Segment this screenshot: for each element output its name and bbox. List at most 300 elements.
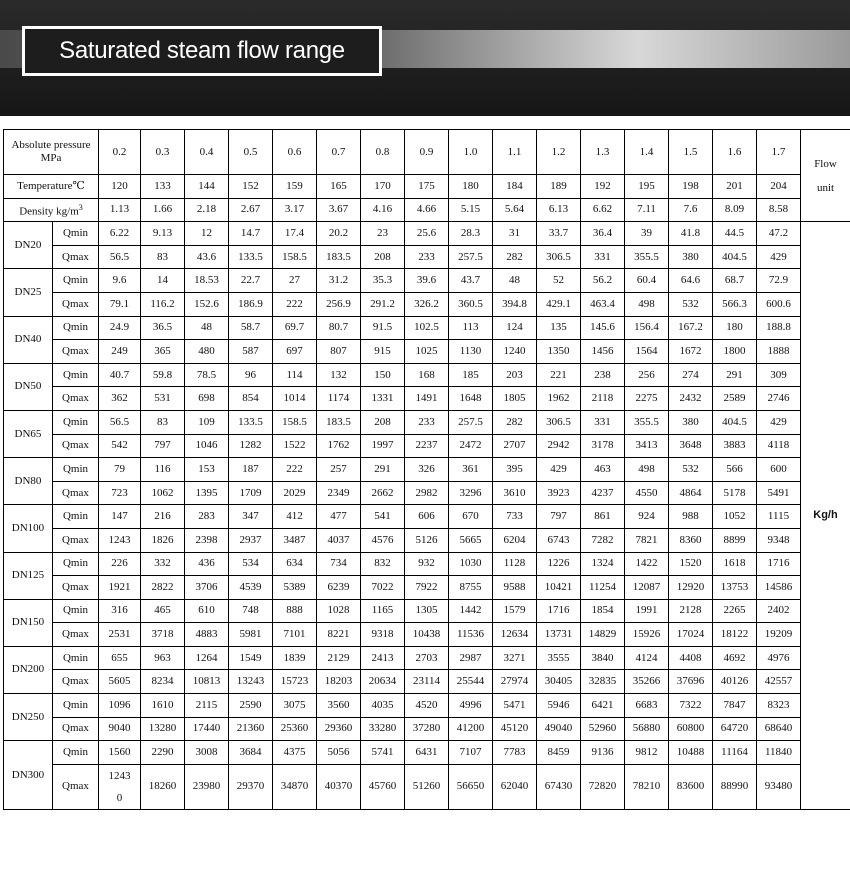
table-row: [4, 528, 850, 552]
qmin-value: 31: [493, 222, 537, 246]
qmin-value: 2129: [317, 646, 361, 670]
qmin-value: 3271: [493, 646, 537, 670]
pressure-header: [4, 130, 99, 175]
qmax-value: 2937: [229, 528, 273, 552]
qmax-value: 186.9: [229, 292, 273, 316]
qmax-value: 807: [317, 340, 361, 364]
table-row: [4, 434, 850, 458]
qmin-label: Qmin: [53, 694, 99, 718]
qmax-value: 40370: [317, 764, 361, 809]
qmax-value: 67430: [537, 764, 581, 809]
qmin-value: 11164: [713, 741, 757, 765]
qmin-value: 1264: [185, 646, 229, 670]
qmin-value: 5741: [361, 741, 405, 765]
qmin-value: 133.5: [229, 410, 273, 434]
pressure-value-0: 0.2: [99, 130, 141, 175]
table-row: [4, 292, 850, 316]
qmax-value: 7282: [581, 528, 625, 552]
qmax-value: 52960: [581, 717, 625, 741]
qmax-value: 2531: [99, 623, 141, 647]
qmax-value: 531: [141, 387, 185, 411]
qmax-value: 256.9: [317, 292, 361, 316]
qmax-value: 3648: [669, 434, 713, 458]
temperature-value-10: 189: [537, 175, 581, 199]
qmin-value: 256: [625, 363, 669, 387]
qmax-value: 183.5: [317, 245, 361, 269]
qmax-label: Qmax: [53, 670, 99, 694]
qmax-value: 8234: [141, 670, 185, 694]
qmin-value: 4375: [273, 741, 317, 765]
qmin-value: 238: [581, 363, 625, 387]
qmax-value-wrapped: 12430: [108, 769, 131, 804]
qmax-value: 18122: [713, 623, 757, 647]
dn-size-label: DN25: [4, 269, 53, 316]
density-value-2: 2.18: [185, 198, 229, 222]
qmin-value: 3555: [537, 646, 581, 670]
qmin-value: 203: [493, 363, 537, 387]
qmin-value: 670: [449, 505, 493, 529]
density-value-13: 7.6: [669, 198, 713, 222]
qmin-value: 109: [185, 410, 229, 434]
qmin-value: 31.2: [317, 269, 361, 293]
dn-size-label: DN250: [4, 694, 53, 741]
page-title: Saturated steam flow range: [59, 37, 345, 64]
qmax-value: 233: [405, 245, 449, 269]
qmax-value: 222: [273, 292, 317, 316]
density-value-11: 6.62: [581, 198, 625, 222]
qmin-value: 80.7: [317, 316, 361, 340]
qmax-value: 697: [273, 340, 317, 364]
qmax-value: 18203: [317, 670, 361, 694]
qmin-value: 135: [537, 316, 581, 340]
flow-unit-label: Flow unit: [814, 157, 837, 194]
qmin-value: 1422: [625, 552, 669, 576]
qmin-label: Qmin: [53, 458, 99, 482]
qmax-value: 27974: [493, 670, 537, 694]
qmax-value: 1921: [99, 576, 141, 600]
qmax-value: 1025: [405, 340, 449, 364]
qmax-value: 68640: [757, 717, 801, 741]
qmax-value: 45120: [493, 717, 537, 741]
table-row: [4, 599, 850, 623]
qmin-value: 332: [141, 552, 185, 576]
table-row: [4, 316, 850, 340]
qmax-value: 282: [493, 245, 537, 269]
density-header: Density $kg/m^3$: [4, 198, 99, 222]
qmax-value: 23114: [405, 670, 449, 694]
qmax-value: 4237: [581, 481, 625, 505]
qmax-value: 3413: [625, 434, 669, 458]
table-row: [4, 741, 850, 765]
temperature-value-7: 175: [405, 175, 449, 199]
dn-size-label: DN50: [4, 363, 53, 410]
qmin-value: 429: [757, 410, 801, 434]
qmax-value: 1709: [229, 481, 273, 505]
qmax-value: 498: [625, 292, 669, 316]
qmax-value: 4037: [317, 528, 361, 552]
qmin-value: 18.53: [185, 269, 229, 293]
qmin-value: 35.3: [361, 269, 405, 293]
pressure-value-10: 1.2: [537, 130, 581, 175]
qmin-value: 634: [273, 552, 317, 576]
qmin-value: 2703: [405, 646, 449, 670]
qmin-value: 1560: [99, 741, 141, 765]
qmin-value: 1030: [449, 552, 493, 576]
qmin-value: 91.5: [361, 316, 405, 340]
qmax-value: 83: [141, 245, 185, 269]
qmin-value: 208: [361, 410, 405, 434]
qmin-label: Qmin: [53, 599, 99, 623]
qmin-value: 14: [141, 269, 185, 293]
pressure-value-14: 1.6: [713, 130, 757, 175]
qmin-value: 58.7: [229, 316, 273, 340]
qmax-value: 5665: [449, 528, 493, 552]
qmin-value: 963: [141, 646, 185, 670]
temperature-value-14: 201: [713, 175, 757, 199]
qmax-value: 5178: [713, 481, 757, 505]
qmin-value: 124: [493, 316, 537, 340]
qmin-value: 326: [405, 458, 449, 482]
qmax-value: 3923: [537, 481, 581, 505]
qmin-label: Qmin: [53, 222, 99, 246]
qmin-value: 1442: [449, 599, 493, 623]
qmin-value: 39: [625, 222, 669, 246]
qmax-value: 13753: [713, 576, 757, 600]
qmax-value: 532: [669, 292, 713, 316]
qmax-value: 1997: [361, 434, 405, 458]
qmax-value: 9588: [493, 576, 537, 600]
qmax-value: 11536: [449, 623, 493, 647]
qmin-value: 116: [141, 458, 185, 482]
qmax-label: Qmax: [53, 481, 99, 505]
qmax-value: 306.5: [537, 245, 581, 269]
qmin-value: 2290: [141, 741, 185, 765]
dn-size-label: DN20: [4, 222, 53, 269]
qmax-value: 43.6: [185, 245, 229, 269]
qmax-value: 40126: [713, 670, 757, 694]
qmax-value: 1522: [273, 434, 317, 458]
qmax-value: 8755: [449, 576, 493, 600]
density-value-5: 3.67: [317, 198, 361, 222]
qmin-value: 41.8: [669, 222, 713, 246]
qmin-value: 861: [581, 505, 625, 529]
qmax-value: 29360: [317, 717, 361, 741]
qmax-label: Qmax: [53, 340, 99, 364]
qmax-value: 2398: [185, 528, 229, 552]
dn-size-label: DN65: [4, 410, 53, 457]
qmax-value: 2589: [713, 387, 757, 411]
qmax-value: 2942: [537, 434, 581, 458]
qmax-value: 25544: [449, 670, 493, 694]
qmin-value: 380: [669, 410, 713, 434]
qmin-value: 1096: [99, 694, 141, 718]
qmin-value: 4692: [713, 646, 757, 670]
qmin-value: 404.5: [713, 410, 757, 434]
temperature-value-15: 204: [757, 175, 801, 199]
qmin-value: 283: [185, 505, 229, 529]
qmin-value: 3684: [229, 741, 273, 765]
qmax-value: 1240: [493, 340, 537, 364]
qmax-value: 4118: [757, 434, 801, 458]
qmax-value: 331: [581, 245, 625, 269]
qmax-value: 30405: [537, 670, 581, 694]
qmax-value: 60800: [669, 717, 713, 741]
qmax-value: 9318: [361, 623, 405, 647]
qmin-value: 734: [317, 552, 361, 576]
qmax-value: 3718: [141, 623, 185, 647]
qmin-value: 532: [669, 458, 713, 482]
qmax-value: 7821: [625, 528, 669, 552]
qmin-value: 40.7: [99, 363, 141, 387]
qmax-value: 1174: [317, 387, 361, 411]
qmax-value: 93480: [757, 764, 801, 809]
qmax-value: 56.5: [99, 245, 141, 269]
qmax-value: 8221: [317, 623, 361, 647]
qmin-value: 185: [449, 363, 493, 387]
density-value-0: 1.13: [99, 198, 141, 222]
table-row: [4, 481, 850, 505]
qmin-label: Qmin: [53, 363, 99, 387]
qmax-value: 4576: [361, 528, 405, 552]
table-row: [4, 694, 850, 718]
qmin-value: 221: [537, 363, 581, 387]
qmax-value: 404.5: [713, 245, 757, 269]
qmax-value: 1826: [141, 528, 185, 552]
density-value-4: 3.17: [273, 198, 317, 222]
pressure-value-12: 1.4: [625, 130, 669, 175]
qmin-value: 1991: [625, 599, 669, 623]
qmin-value: 9.13: [141, 222, 185, 246]
qmax-label: Qmax: [53, 623, 99, 647]
qmin-value: 22.7: [229, 269, 273, 293]
qmin-value: 69.7: [273, 316, 317, 340]
qmin-value: 541: [361, 505, 405, 529]
density-value-9: 5.64: [493, 198, 537, 222]
qmax-value: 13280: [141, 717, 185, 741]
qmax-value: 1062: [141, 481, 185, 505]
steam-flow-table: [3, 129, 850, 810]
qmax-value: 2472: [449, 434, 493, 458]
qmax-value: 49040: [537, 717, 581, 741]
qmax-value: 566.3: [713, 292, 757, 316]
qmin-value: 72.9: [757, 269, 801, 293]
qmin-value: 7322: [669, 694, 713, 718]
qmin-value: 64.6: [669, 269, 713, 293]
qmin-value: 3008: [185, 741, 229, 765]
qmax-value: 380: [669, 245, 713, 269]
qmax-label: Qmax: [53, 764, 99, 809]
pressure-value-5: 0.7: [317, 130, 361, 175]
density-value-12: 7.11: [625, 198, 669, 222]
qmax-value: 1672: [669, 340, 713, 364]
qmin-value: 1618: [713, 552, 757, 576]
temperature-row: [4, 175, 850, 199]
qmin-value: 156.4: [625, 316, 669, 340]
qmax-value: 2237: [405, 434, 449, 458]
qmax-value: 2432: [669, 387, 713, 411]
temperature-header: Temperature℃: [4, 175, 99, 199]
qmin-value: 5471: [493, 694, 537, 718]
qmax-value: 15926: [625, 623, 669, 647]
table-row: [4, 623, 850, 647]
qmax-label: Qmax: [53, 576, 99, 600]
qmin-value: 282: [493, 410, 537, 434]
qmin-value: 9136: [581, 741, 625, 765]
qmax-value: 360.5: [449, 292, 493, 316]
qmax-value: 2662: [361, 481, 405, 505]
qmax-value: 429.1: [537, 292, 581, 316]
qmax-value: 1962: [537, 387, 581, 411]
temperature-value-1: 133: [141, 175, 185, 199]
qmax-value: 208: [361, 245, 405, 269]
qmin-value: 24.9: [99, 316, 141, 340]
qmin-value: 655: [99, 646, 141, 670]
table-row: [4, 269, 850, 293]
density-value-8: 5.15: [449, 198, 493, 222]
pressure-value-11: 1.3: [581, 130, 625, 175]
qmin-value: 888: [273, 599, 317, 623]
qmax-value: 34870: [273, 764, 317, 809]
qmin-value: 4124: [625, 646, 669, 670]
qmin-value: 9812: [625, 741, 669, 765]
qmin-value: 291: [361, 458, 405, 482]
qmax-value: 2982: [405, 481, 449, 505]
qmax-label: Qmax: [53, 717, 99, 741]
dn-size-label: DN125: [4, 552, 53, 599]
qmin-value: 924: [625, 505, 669, 529]
qmax-value: 4539: [229, 576, 273, 600]
qmax-value: 257.5: [449, 245, 493, 269]
qmin-value: 2590: [229, 694, 273, 718]
qmin-value: 1549: [229, 646, 273, 670]
qmin-value: 7107: [449, 741, 493, 765]
qmin-value: 5056: [317, 741, 361, 765]
qmin-value: 9.6: [99, 269, 141, 293]
qmax-value: 25360: [273, 717, 317, 741]
qmax-value: 2029: [273, 481, 317, 505]
qmin-value: 1716: [537, 599, 581, 623]
qmin-value: 2413: [361, 646, 405, 670]
qmin-value: 96: [229, 363, 273, 387]
table-row: [4, 410, 850, 434]
qmax-value: 587: [229, 340, 273, 364]
pressure-value-4: 0.6: [273, 130, 317, 175]
qmax-value: 35266: [625, 670, 669, 694]
qmin-value: 8459: [537, 741, 581, 765]
table-row: [4, 764, 850, 809]
qmax-value: 158.5: [273, 245, 317, 269]
temperature-value-3: 152: [229, 175, 273, 199]
table-row: [4, 505, 850, 529]
qmin-value: 748: [229, 599, 273, 623]
qmin-value: 2128: [669, 599, 713, 623]
qmax-value: 1888: [757, 340, 801, 364]
qmax-value: 88990: [713, 764, 757, 809]
density-value-15: 8.58: [757, 198, 801, 222]
qmax-value: 429: [757, 245, 801, 269]
qmax-value: 6743: [537, 528, 581, 552]
qmax-value: 56650: [449, 764, 493, 809]
qmin-value: 1520: [669, 552, 713, 576]
qmax-value: 394.8: [493, 292, 537, 316]
qmin-value: 6.22: [99, 222, 141, 246]
qmin-value: 187: [229, 458, 273, 482]
qmax-value: 542: [99, 434, 141, 458]
qmin-value: 113: [449, 316, 493, 340]
qmin-value: 10488: [669, 741, 713, 765]
qmax-value: 1491: [405, 387, 449, 411]
qmax-value: 600.6: [757, 292, 801, 316]
qmin-value: 147: [99, 505, 141, 529]
table-row: [4, 717, 850, 741]
qmax-value: 7922: [405, 576, 449, 600]
qmax-value: 2118: [581, 387, 625, 411]
qmin-value: 83: [141, 410, 185, 434]
qmax-value: 698: [185, 387, 229, 411]
pressure-value-6: 0.8: [361, 130, 405, 175]
qmin-value: 78.5: [185, 363, 229, 387]
density-value-10: 6.13: [537, 198, 581, 222]
table-row: [4, 670, 850, 694]
qmax-value: 9348: [757, 528, 801, 552]
pressure-row: [4, 130, 850, 175]
qmin-value: 168: [405, 363, 449, 387]
table-row: [4, 552, 850, 576]
table-row: [4, 646, 850, 670]
qmin-value: 153: [185, 458, 229, 482]
qmin-value: 23: [361, 222, 405, 246]
qmin-value: 68.7: [713, 269, 757, 293]
qmax-value: 2822: [141, 576, 185, 600]
qmax-value: 1648: [449, 387, 493, 411]
dn-size-label: DN200: [4, 646, 53, 693]
table-row: [4, 340, 850, 364]
qmax-value: 14829: [581, 623, 625, 647]
qmax-value: 3706: [185, 576, 229, 600]
temperature-value-5: 165: [317, 175, 361, 199]
qmax-value: 854: [229, 387, 273, 411]
qmin-value: 167.2: [669, 316, 713, 340]
qmax-value: 10438: [405, 623, 449, 647]
title-box: [22, 26, 382, 76]
qmax-value: 12920: [669, 576, 713, 600]
qmin-value: 180: [713, 316, 757, 340]
temperature-value-4: 159: [273, 175, 317, 199]
qmax-value: 23980: [185, 764, 229, 809]
qmin-value: 6683: [625, 694, 669, 718]
pressure-unit: MPa: [40, 152, 62, 164]
qmin-value: 355.5: [625, 410, 669, 434]
qmin-value: 60.4: [625, 269, 669, 293]
qmin-value: 1579: [493, 599, 537, 623]
qmin-value: 2115: [185, 694, 229, 718]
qmin-value: 988: [669, 505, 713, 529]
qmin-value: 309: [757, 363, 801, 387]
qmax-value: 1762: [317, 434, 361, 458]
dn-size-label: DN100: [4, 505, 53, 552]
qmin-value: 2402: [757, 599, 801, 623]
qmax-value: [99, 764, 141, 809]
qmax-value: 1014: [273, 387, 317, 411]
qmax-value: 19209: [757, 623, 801, 647]
qmin-label: Qmin: [53, 505, 99, 529]
qmin-value: 606: [405, 505, 449, 529]
qmax-value: 8899: [713, 528, 757, 552]
pressure-value-2: 0.4: [185, 130, 229, 175]
qmin-value: 6421: [581, 694, 625, 718]
qmax-value: 12634: [493, 623, 537, 647]
qmax-value: 1456: [581, 340, 625, 364]
